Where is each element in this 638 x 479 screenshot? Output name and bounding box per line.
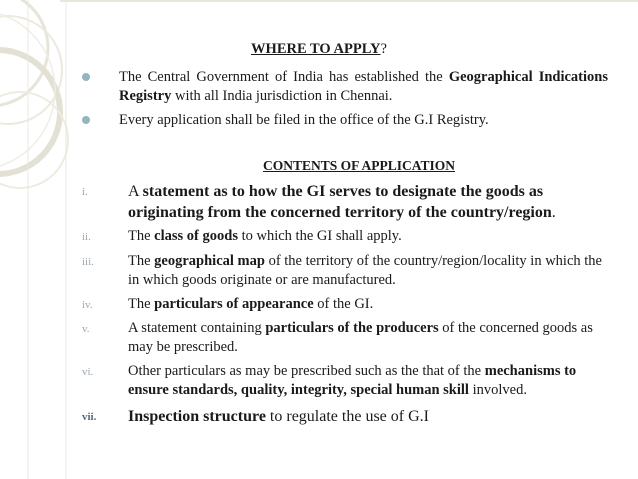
list-item-text — [128, 252, 608, 290]
list-item — [82, 406, 608, 427]
list-text-part: A — [128, 183, 143, 200]
list-item — [82, 362, 608, 400]
list-text-bold: geographical map — [154, 253, 265, 269]
list-text-part: The — [128, 228, 155, 244]
list-text-part: . — [551, 204, 556, 221]
list-text-part: The — [128, 253, 155, 269]
list-numeral: iv. — [82, 299, 93, 311]
bullet-text: Every application shall be filed in the office of the G.I Registry. — [119, 112, 489, 128]
list-text-part: of the concerned goods as may be prescribed. — [128, 320, 593, 355]
list-item-text — [128, 319, 608, 357]
list-text-bold: statement as to how the GI serves to designate the goods as originating from the concerned territory of the country/region — [128, 183, 552, 221]
list-item — [82, 227, 608, 246]
list-item-text — [128, 181, 608, 223]
list-numeral: vi. — [82, 366, 94, 378]
bullet-text-bold: Geographical Indications Registry — [119, 69, 608, 104]
list-text-bold: particulars of the producers — [265, 320, 439, 336]
bullet-text-part: The Central Government of India has established the — [119, 69, 449, 85]
list-numeral: iii. — [82, 256, 94, 268]
list-text-part: Other particulars as may be prescribed such as the that of the — [128, 363, 485, 379]
list-text-bold: particulars of appearance — [154, 296, 314, 312]
list-text-part: of the GI. — [313, 296, 374, 312]
page-title: WHERE TO APPLY — [251, 41, 381, 57]
bullet-item — [82, 111, 608, 130]
list-text-part: to regulate the use of G.I — [265, 408, 429, 425]
bullet-text-part: with all India jurisdiction in Chennai. — [171, 88, 393, 104]
bullet-dot-icon — [82, 73, 90, 81]
list-item-text — [128, 362, 608, 400]
bullet-item — [82, 68, 608, 106]
list-text-bold: class of goods — [154, 228, 238, 244]
list-item — [82, 252, 608, 290]
list-item — [82, 319, 608, 357]
section-heading — [40, 157, 638, 175]
list-item — [82, 295, 608, 314]
list-numeral: i. — [82, 186, 88, 198]
list-text-part: to which the GI shall apply. — [237, 228, 402, 244]
list-item-text — [128, 295, 608, 314]
title-suffix: ? — [380, 41, 387, 57]
list-item-text — [128, 406, 608, 427]
list-numeral: v. — [82, 323, 90, 335]
list-text-bold: Inspection structure — [128, 408, 266, 425]
list-item-text — [128, 227, 608, 246]
list-text-bold: mechanisms to ensure standards, quality, integrity, special human skill — [128, 363, 577, 398]
bullet-dot-icon — [82, 116, 90, 124]
list-numeral: vii. — [82, 411, 97, 423]
list-numeral: ii. — [82, 231, 91, 243]
bullet-text — [119, 68, 608, 106]
list-text-part: involved. — [468, 382, 527, 398]
contents-title: CONTENTS OF APPLICATION — [262, 158, 456, 173]
list-text-part: of the territory of the country/region/locality in which the in which goods originate or are manufactured. — [128, 253, 602, 288]
list-text-part: The — [128, 296, 155, 312]
list-item — [82, 181, 608, 223]
list-text-part: A statement containing — [128, 320, 266, 336]
heading — [0, 40, 638, 58]
